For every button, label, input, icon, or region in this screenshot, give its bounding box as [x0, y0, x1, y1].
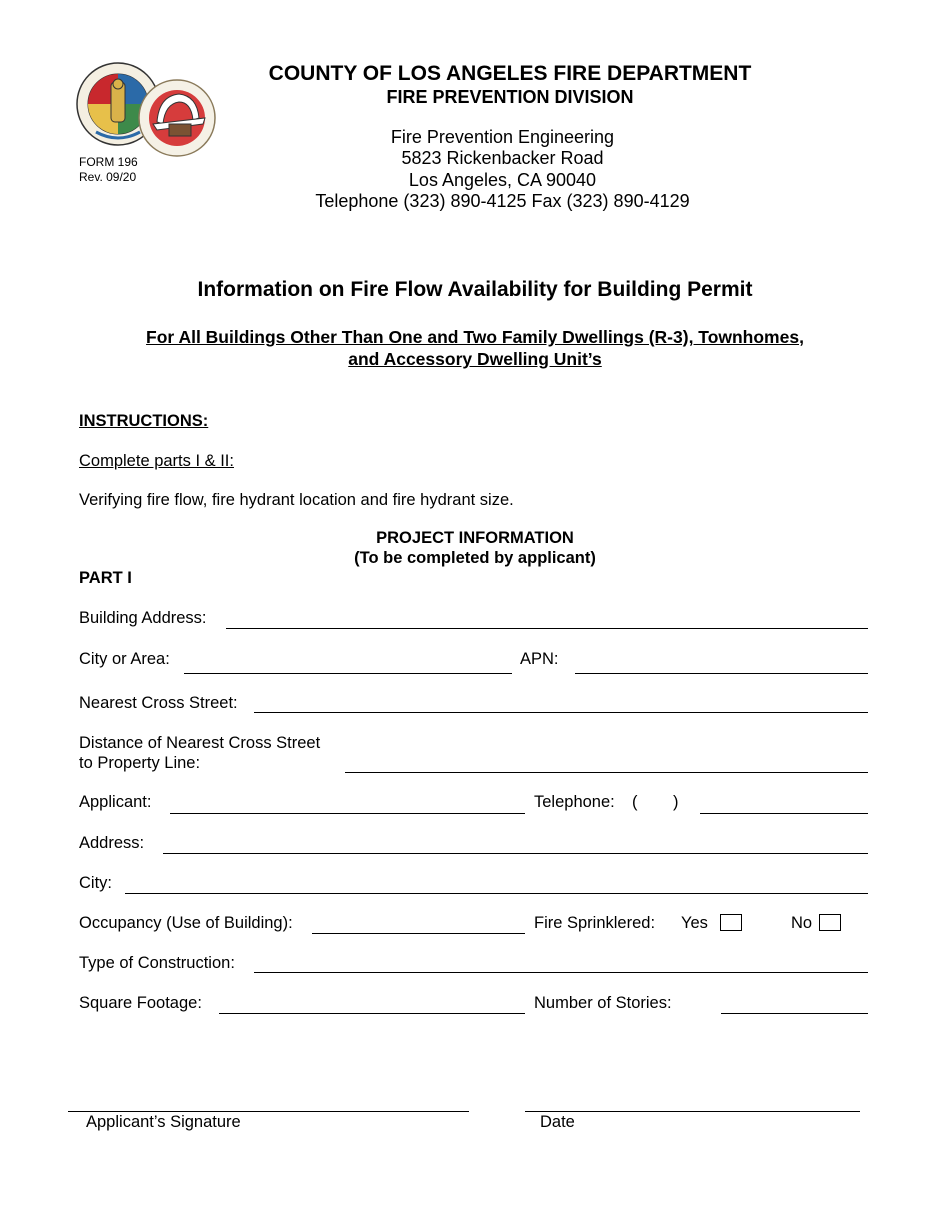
- no-label: No: [791, 914, 813, 932]
- applicant-label: Applicant:: [79, 793, 152, 811]
- area-code-open: (: [632, 793, 638, 811]
- telephone-label: Telephone:: [534, 793, 615, 811]
- instructions-verify: Verifying fire flow, fire hydrant location and fire hydrant size.: [79, 491, 514, 509]
- address-label: Address:: [79, 834, 145, 852]
- area-code-close: ): [673, 793, 679, 811]
- signature-label: Applicant’s Signature: [86, 1113, 241, 1131]
- distance-label-line1: Distance of Nearest Cross Street: [79, 734, 321, 752]
- address-field[interactable]: [163, 853, 868, 854]
- part-one-heading: PART I: [79, 569, 132, 587]
- distance-field[interactable]: [345, 772, 868, 773]
- occupancy-field[interactable]: [312, 933, 525, 934]
- building-address-field[interactable]: [226, 628, 868, 629]
- construction-field[interactable]: [254, 972, 868, 973]
- sprinklered-yes-checkbox[interactable]: [720, 914, 742, 931]
- form-number: FORM 196: [79, 155, 138, 169]
- cross-street-field[interactable]: [254, 712, 868, 713]
- form-title: Information on Fire Flow Availability for Building Permit: [197, 278, 753, 301]
- city-area-field[interactable]: [184, 673, 512, 674]
- office-name: Fire Prevention Engineering: [390, 127, 615, 147]
- telephone-field[interactable]: [700, 813, 868, 814]
- square-footage-field[interactable]: [219, 1013, 525, 1014]
- form-subtitle-line2: and Accessory Dwelling Unit’s: [348, 349, 602, 369]
- square-footage-label: Square Footage:: [79, 994, 202, 1012]
- apn-field[interactable]: [575, 673, 868, 674]
- office-phone: Telephone (323) 890-4125 Fax (323) 890-4129: [315, 191, 690, 211]
- stories-label: Number of Stories:: [534, 994, 672, 1012]
- date-label: Date: [540, 1113, 575, 1131]
- city-field[interactable]: [125, 893, 868, 894]
- city-label: City:: [79, 874, 112, 892]
- distance-label-line2: to Property Line:: [79, 754, 201, 772]
- section-title: PROJECT INFORMATION: [376, 529, 574, 547]
- signature-field[interactable]: [68, 1111, 469, 1112]
- office-city: Los Angeles, CA 90040: [408, 170, 597, 190]
- construction-label: Type of Construction:: [79, 954, 235, 972]
- date-field[interactable]: [525, 1111, 860, 1112]
- office-street: 5823 Rickenbacker Road: [401, 148, 604, 168]
- fire-sprinklered-label: Fire Sprinklered:: [534, 914, 656, 932]
- yes-label: Yes: [681, 914, 708, 932]
- applicant-field[interactable]: [170, 813, 525, 814]
- form-revision: Rev. 09/20: [79, 170, 137, 184]
- form-subtitle-line1: For All Buildings Other Than One and Two Family Dwellings (R-3), Townhomes,: [146, 327, 804, 347]
- occupancy-label: Occupancy (Use of Building):: [79, 914, 293, 932]
- instructions-complete: Complete parts I & II:: [79, 452, 234, 470]
- cross-street-label: Nearest Cross Street:: [79, 694, 238, 712]
- apn-label: APN:: [520, 650, 559, 668]
- city-area-label: City or Area:: [79, 650, 170, 668]
- org-name: COUNTY OF LOS ANGELES FIRE DEPARTMENT: [268, 62, 752, 85]
- instructions-heading: INSTRUCTIONS:: [79, 412, 209, 430]
- section-note: (To be completed by applicant): [354, 549, 596, 567]
- sprinklered-no-checkbox[interactable]: [819, 914, 841, 931]
- division-name: FIRE PREVENTION DIVISION: [386, 87, 634, 107]
- stories-field[interactable]: [721, 1013, 868, 1014]
- building-address-label: Building Address:: [79, 609, 207, 627]
